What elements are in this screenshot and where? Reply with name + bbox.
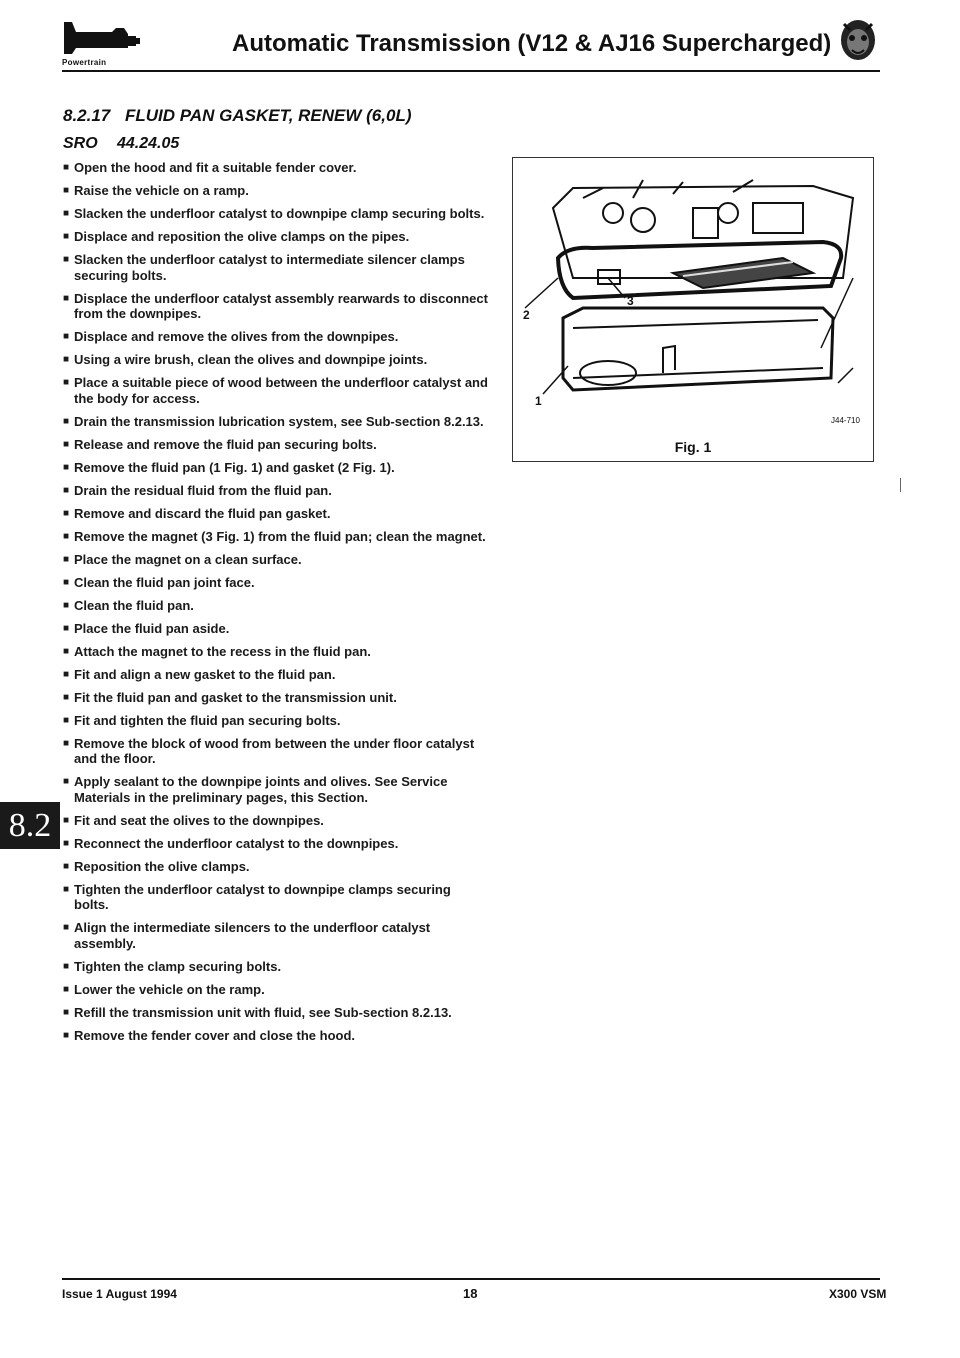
step-text: Displace the underfloor catalyst assembly rearwards to disconnect from the downpipes.: [74, 290, 488, 321]
step-item: [63, 437, 489, 453]
step-text: Remove and discard the fluid pan gasket.: [74, 505, 331, 521]
step-text: Release and remove the fluid pan securing bolts.: [74, 436, 377, 452]
drawing-reference: J44-710: [831, 416, 860, 425]
step-text: Using a wire brush, clean the olives and downpipe joints.: [74, 352, 428, 367]
step-item: [63, 836, 489, 852]
step-item: [63, 229, 489, 245]
step-text: Attach the magnet to the recess in the fluid pan.: [74, 643, 371, 659]
step-text: Raise the vehicle on a ramp.: [74, 183, 249, 198]
bullet-icon: ■: [63, 254, 70, 265]
margin-mark: [900, 478, 901, 492]
step-item: [63, 1028, 489, 1044]
section-number: 8.2.17: [63, 106, 111, 125]
step-text: Tighten the underfloor catalyst to downpipe clamps securing bolts.: [74, 881, 451, 912]
bullet-icon: ■: [63, 461, 70, 473]
step-item: [63, 252, 489, 283]
step-text: Drain the residual fluid from the fluid pan.: [74, 482, 332, 498]
step-item: [63, 920, 489, 951]
section-title: FLUID PAN GASKET, RENEW (6,0L): [125, 106, 412, 125]
bullet-icon: ■: [63, 599, 70, 611]
step-text: Remove the fluid pan (1 Fig. 1) and gasket (2 Fig. 1).: [74, 459, 395, 475]
bullet-icon: ■: [63, 960, 70, 972]
sro-line: [63, 135, 179, 153]
step-text: Clean the fluid pan joint face.: [74, 574, 255, 590]
callout-3-label: 3: [627, 294, 634, 308]
step-text: Reconnect the underfloor catalyst to the downpipes.: [74, 835, 399, 851]
callout-2-leader: [525, 278, 558, 308]
step-item: [63, 598, 489, 614]
page-title: Automatic Transmission (V12 & AJ16 Supercharged): [232, 30, 832, 57]
step-item: [63, 859, 489, 875]
step-text: Reposition the olive clamps.: [74, 858, 250, 874]
step-item: [63, 552, 489, 568]
step-text: Apply sealant to the downpipe joints and olives. See Service Materials in the preliminary pages, this Section.: [74, 774, 448, 805]
step-item: [63, 183, 489, 199]
step-item: [63, 644, 489, 660]
figure-caption: Fig. 1: [674, 439, 712, 455]
step-text: Tighten the clamp securing bolts.: [74, 958, 282, 974]
bullet-icon: ■: [63, 814, 70, 826]
issue-date: Issue 1 August 1994: [62, 1287, 177, 1301]
bullet-icon: ■: [63, 576, 70, 588]
step-item: [63, 352, 489, 368]
step-item: [63, 160, 489, 176]
step-item: [63, 621, 489, 637]
bullet-icon: ■: [63, 883, 70, 895]
bullet-icon: ■: [63, 776, 70, 787]
bullet-icon: ■: [63, 354, 70, 365]
header-rule: [62, 70, 880, 72]
step-text: Displace and reposition the olive clamps on the pipes.: [74, 229, 410, 244]
step-item: [63, 959, 489, 975]
bullet-icon: ■: [63, 714, 70, 726]
step-text: Fit and align a new gasket to the fluid pan.: [74, 666, 336, 682]
step-item: [63, 813, 489, 829]
bullet-icon: ■: [63, 530, 70, 542]
bullet-icon: ■: [63, 837, 70, 849]
step-item: [63, 1005, 489, 1021]
step-text: Remove the block of wood from between the under floor catalyst and the floor.: [74, 735, 475, 766]
manual-code: X300 VSM: [829, 1287, 887, 1301]
bullet-icon: ■: [63, 737, 70, 749]
step-text: Clean the fluid pan.: [74, 597, 194, 613]
step-item: [63, 713, 489, 729]
powertrain-logo: [62, 18, 152, 68]
bullet-icon: ■: [63, 208, 70, 219]
step-text: Fit and tighten the fluid pan securing bolts.: [74, 712, 341, 728]
step-text: Fit the fluid pan and gasket to the transmission unit.: [74, 689, 397, 705]
figure-1: [512, 157, 874, 462]
bullet-icon: ■: [63, 484, 70, 496]
footer-rule: [62, 1278, 880, 1280]
step-item: [63, 483, 489, 499]
bullet-icon: ■: [63, 377, 70, 388]
bullet-icon: ■: [63, 645, 70, 657]
step-item: [63, 414, 489, 430]
procedure-steps: [63, 160, 489, 1051]
bullet-icon: ■: [63, 691, 70, 703]
step-item: [63, 529, 489, 545]
bullet-icon: ■: [63, 860, 70, 872]
step-text: Place the magnet on a clean surface.: [74, 551, 302, 567]
fluid-pan-drawing: [513, 158, 873, 438]
step-text: Displace and remove the olives from the downpipes.: [74, 329, 399, 344]
bullet-icon: ■: [63, 1029, 70, 1041]
jaguar-head-icon: [838, 18, 878, 64]
step-text: Place a suitable piece of wood between the underfloor catalyst and the body for access.: [74, 375, 488, 406]
bullet-icon: ■: [63, 507, 70, 519]
bullet-icon: ■: [63, 1006, 70, 1018]
bullet-icon: ■: [63, 553, 70, 565]
bullet-icon: ■: [63, 231, 70, 242]
sro-label: SRO: [63, 135, 98, 152]
bullet-icon: ■: [63, 983, 70, 995]
step-item: [63, 736, 489, 767]
step-text: Place the fluid pan aside.: [74, 620, 230, 636]
section-heading: [63, 106, 412, 126]
bullet-icon: ■: [63, 162, 70, 173]
step-text: Remove the fender cover and close the hood.: [74, 1027, 356, 1043]
step-text: Slacken the underfloor catalyst to intermediate silencer clamps securing bolts.: [74, 252, 465, 283]
bullet-icon: ■: [63, 415, 70, 427]
transmission-icon: [62, 18, 152, 58]
step-item: [63, 690, 489, 706]
step-item: [63, 375, 489, 406]
step-item: [63, 882, 489, 913]
bullet-icon: ■: [63, 438, 70, 450]
step-item: [63, 774, 489, 805]
sro-code: 44.24.05: [117, 135, 180, 152]
section-tab: 8.2: [0, 802, 60, 849]
step-text: Remove the magnet (3 Fig. 1) from the fluid pan; clean the magnet.: [74, 528, 486, 544]
step-item: [63, 982, 489, 998]
step-item: [63, 575, 489, 591]
step-text: Drain the transmission lubrication system, see Sub-section 8.2.13.: [74, 413, 484, 429]
step-text: Slacken the underfloor catalyst to downpipe clamp securing bolts.: [74, 206, 485, 221]
step-item: [63, 291, 489, 322]
step-item: [63, 206, 489, 222]
step-text: Open the hood and fit a suitable fender cover.: [74, 160, 357, 175]
page-number: 18: [463, 1286, 478, 1301]
step-item: [63, 667, 489, 683]
step-text: Align the intermediate silencers to the underfloor catalyst assembly.: [74, 920, 431, 951]
step-text: Refill the transmission unit with fluid, see Sub-section 8.2.13.: [74, 1004, 452, 1020]
bullet-icon: ■: [63, 922, 70, 933]
callout-2-label: 2: [523, 308, 530, 322]
bullet-icon: ■: [63, 668, 70, 680]
bullet-icon: ■: [63, 622, 70, 634]
bullet-icon: ■: [63, 331, 70, 342]
step-item: [63, 460, 489, 476]
bullet-icon: ■: [63, 292, 70, 304]
callout-1-label: 1: [535, 394, 542, 408]
brand-label: Powertrain: [62, 58, 107, 67]
step-text: Fit and seat the olives to the downpipes.: [74, 812, 324, 828]
step-item: [63, 329, 489, 345]
step-text: Lower the vehicle on the ramp.: [74, 981, 265, 997]
bullet-icon: ■: [63, 185, 70, 196]
step-item: [63, 506, 489, 522]
